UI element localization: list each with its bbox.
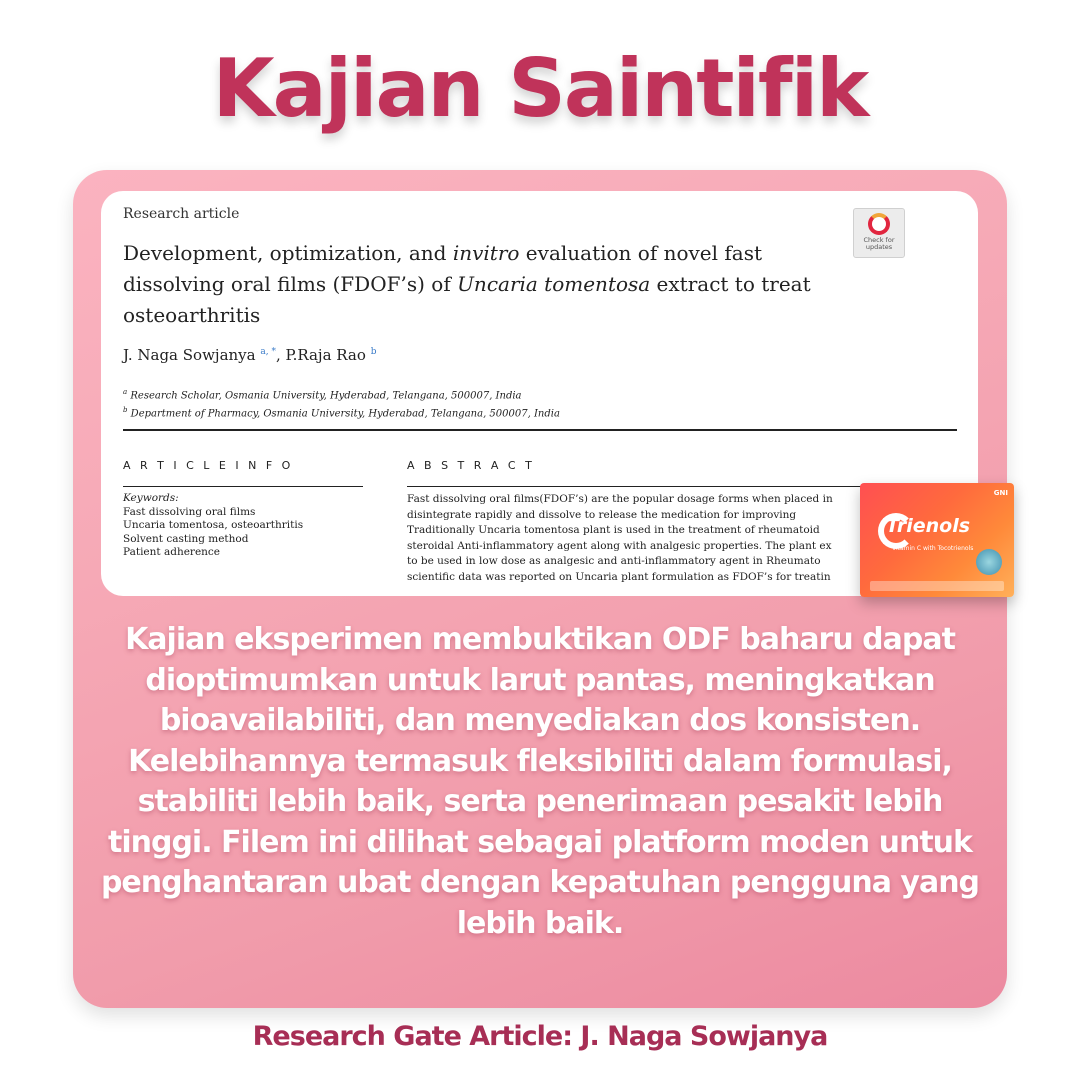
article-info-heading: A R T I C L E I N F O [123,459,294,472]
orange-slice-icon [976,549,1002,575]
abstract-text: Fast dissolving oral films(FDOF’s) are the popular dosage forms when placed in disintegrate rapidly and dissolve to release the medication for improving Traditionally Uncaria tomentosa plant is used in the treatment of rheumatoid steroidal Anti-inflammatory agent along with analgesic properties. The plant ex to be used in low dose as analgesic and anti-inflammatory agent in Rheumato scientific data was reported on Uncaria plant formulation as FDOF’s for treatin [407,493,833,583]
divider [123,486,363,487]
keyword-item: Fast dissolving oral films [123,505,256,518]
product-footer-strip [870,581,1004,591]
keyword-item: Patient adherence [123,546,221,558]
divider [123,429,957,431]
summary-text: Kajian eksperimen membuktikan ODF baharu dapat dioptimumkan untuk larut pantas, meningkatkan bioavailabiliti, dan menyediakan dos konsisten. Kelebihannya termasuk fleksibiliti dalam formulasi, stabiliti lebih baik, serta penerimaan pesakit lebih tinggi. Filem ini dilihat sebagai platform moden untuk penghantaran ubat dengan kepatuhan pengguna yang lebih baik. [100,622,980,941]
keyword-item: Uncaria tomentosa, osteoarthritis [123,519,304,531]
article-type: Research article [123,206,240,222]
authors: J. Naga Sowjanya $^{a, *}$, P.Raja Rao $^b$ [123,346,377,364]
product-subtitle: Vitamin C with Tocotrienols [892,545,974,552]
page-title: Kajian Saintifik [212,42,868,135]
abstract-heading: A B S T R A C T [407,459,535,472]
product-box-image [860,483,1014,597]
check-for-updates-badge[interactable] [853,208,905,258]
bookmark-icon [868,213,890,235]
source-citation: Research Gate Article: J. Naga Sowjanya [252,1021,828,1052]
article-title: Development, optimization, and invitro evaluation of novel fast dissolving oral films (FDOF’s) of Uncaria tomentosa extract to treat osteoarthritis [123,241,811,327]
product-name: Trienols [886,515,971,537]
keywords: Keywords: Fast dissolving oral films Uncaria tomentosa, osteoarthritis Solvent casting method Patient adherence [123,492,304,558]
badge-label: Check for updates [863,236,895,251]
keyword-item: Solvent casting method [123,532,249,545]
affiliations: $^a$ Research Scholar, Osmania University, Hyderabad, Telangana, 500007, India $^b$ Department of Pharmacy, Osmania University, Hyderabad, Telangana, 500007, India [123,388,560,420]
paper-screenshot [101,191,978,596]
brand-logo: GNI [993,489,1008,497]
